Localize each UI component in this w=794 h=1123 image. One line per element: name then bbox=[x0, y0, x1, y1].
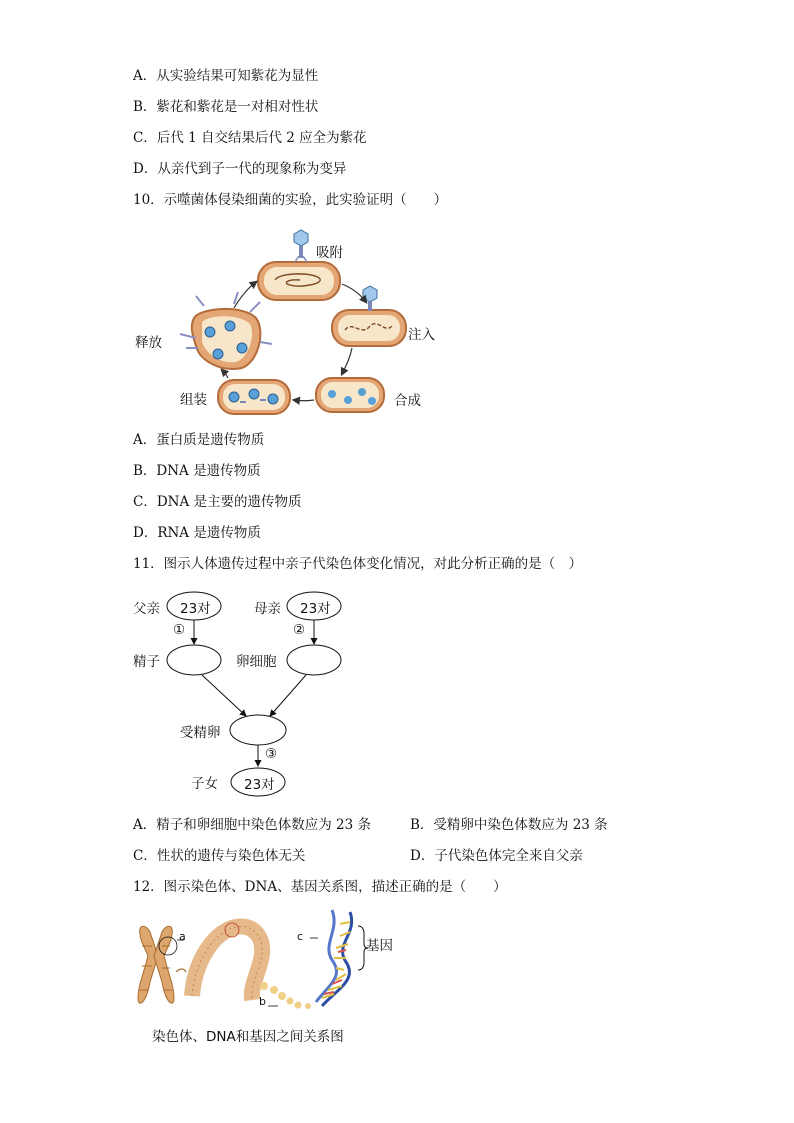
label-synth: 合成 bbox=[394, 393, 421, 409]
dna-double-helix bbox=[310, 910, 368, 1006]
heredity-flow-figure bbox=[128, 588, 358, 803]
chromosome-illustration bbox=[138, 926, 184, 1003]
q9-option-b: B．紫花和紫花是一对相对性状 bbox=[133, 99, 319, 115]
label-step1: ① bbox=[173, 622, 186, 638]
label-sperm: 精子 bbox=[133, 654, 160, 670]
assemble-cell bbox=[218, 380, 290, 414]
synth-cell bbox=[316, 378, 384, 412]
label-father: 父亲 bbox=[133, 601, 160, 617]
figure-caption: 染色体、DNA和基因之间关系图 bbox=[152, 1029, 344, 1045]
q10-option-a: A．蛋白质是遗传物质 bbox=[133, 432, 265, 448]
chromosome-dna-gene-figure bbox=[132, 906, 402, 1048]
label-release: 释放 bbox=[135, 335, 162, 351]
zygote-ellipse bbox=[230, 715, 286, 745]
q9-option-c: C．后代 1 自交结果后代 2 应全为紫花 bbox=[133, 130, 367, 146]
label-egg: 卵细胞 bbox=[236, 654, 277, 670]
q12-stem: 12．图示染色体、DNA、基因关系图，描述正确的是（ ） bbox=[133, 879, 507, 895]
heredity-flow-diagram bbox=[128, 588, 358, 803]
q11-option-d: D．子代染色体完全来自父亲 bbox=[410, 848, 583, 864]
label-mother: 母亲 bbox=[254, 601, 281, 617]
phage-infection-figure bbox=[130, 222, 450, 422]
label-child: 子女 bbox=[191, 776, 218, 792]
label-zygote: 受精卵 bbox=[180, 725, 221, 741]
coiled-chromatin bbox=[176, 923, 262, 1000]
label-step3: ③ bbox=[265, 746, 278, 762]
label-b: b bbox=[259, 995, 266, 1008]
q10-option-b: B．DNA 是遗传物质 bbox=[133, 463, 261, 479]
q11-option-a: A．精子和卵细胞中染色体数应为 23 条 bbox=[133, 817, 372, 833]
inject-cell bbox=[332, 286, 406, 346]
q9-option-a: A．从实验结果可知紫花为显性 bbox=[133, 68, 319, 84]
label-a: a bbox=[179, 930, 186, 943]
q10-option-c: C．DNA 是主要的遗传物质 bbox=[133, 494, 302, 510]
label-adsorb: 吸附 bbox=[316, 245, 343, 261]
sperm-ellipse bbox=[167, 645, 221, 675]
label-inject: 注入 bbox=[408, 327, 435, 343]
beads bbox=[260, 982, 311, 1009]
q10-option-d: D．RNA 是遗传物质 bbox=[133, 525, 261, 541]
q11-stem: 11．图示人体遗传过程中亲子代染色体变化情况，对此分析正确的是（ ） bbox=[133, 556, 583, 572]
label-child-pairs: 23对 bbox=[244, 777, 275, 793]
label-gene: 基因 bbox=[366, 938, 393, 954]
egg-ellipse bbox=[287, 645, 341, 675]
q9-option-d: D．从亲代到子一代的现象称为变异 bbox=[133, 161, 347, 177]
label-mother-pairs: 23对 bbox=[300, 601, 331, 617]
label-assemble: 组装 bbox=[180, 392, 207, 408]
release-cell bbox=[180, 292, 272, 369]
label-step2: ② bbox=[293, 622, 306, 638]
q11-option-b: B．受精卵中染色体数应为 23 条 bbox=[410, 817, 608, 833]
chromosome-dna-diagram bbox=[132, 906, 402, 1016]
label-father-pairs: 23对 bbox=[180, 601, 211, 617]
q10-stem: 10．示噬菌体侵染细菌的实验，此实验证明（ ） bbox=[133, 192, 448, 208]
q11-option-c: C．性状的遗传与染色体无关 bbox=[133, 848, 306, 864]
label-c: c bbox=[297, 930, 304, 943]
